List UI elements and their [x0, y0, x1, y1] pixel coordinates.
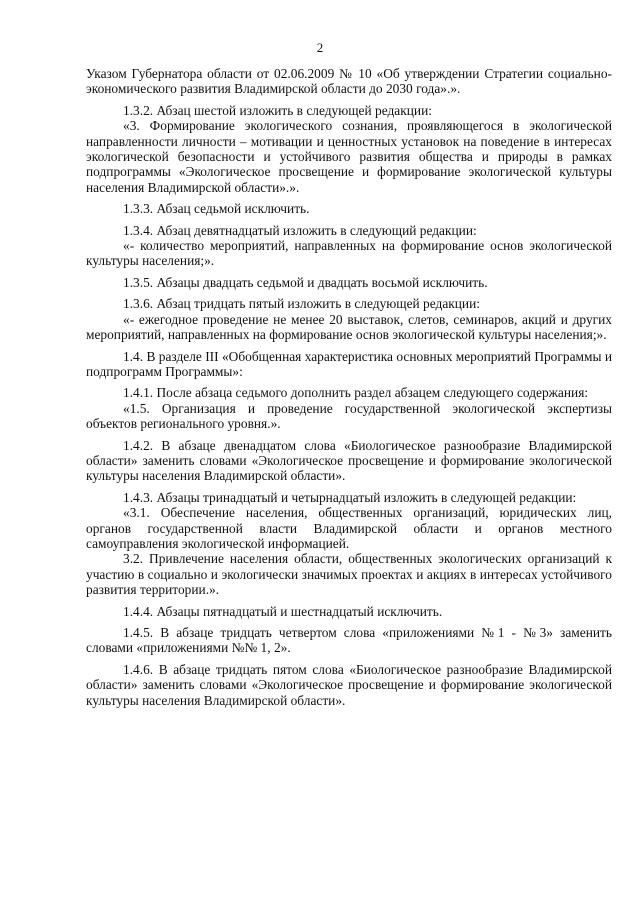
paragraph: «1.5. Организация и проведение государственной экологической экспертизы объектов регионального уровня.». [86, 400, 612, 432]
paragraph: 1.3.3. Абзац седьмой исключить. [123, 201, 310, 217]
paragraph: 1.4.3. Абзацы тринадцатый и четырнадцатый изложить в следующей редакции: [123, 489, 577, 505]
paragraph: «3. Формирование экологического сознания, проявляющегося в экологической направленности личности – мотивации и ценностных установок на поведение в интересах экологической безопасности и устойчивого развития общества и природы в рамках подпрограммы «Экологическое просвещение и формирование экологической культуры населения Владимирской области».». [86, 118, 612, 195]
paragraph: Указом Губернатора области от 02.06.2009 № 10 «Об утверждении Стратегии социально-экономического развития Владимирской области до 2030 года».». [86, 66, 612, 97]
paragraph: «- количество мероприятий, направленных на формирование основ экологической культуры населения;». [86, 238, 612, 269]
paragraph: 1.4.5. В абзаце тридцать четвертом слова «приложениями №1 - №3» заменить словами «приложениями №№ 1, 2». [86, 625, 612, 656]
paragraph: 3.2. Привлечение населения области, общественных экологических организаций к участию в социально и экологически значимых проектах и акциях в интересах устойчивого развития территории.». [86, 551, 612, 598]
paragraph: 1.3.2. Абзац шестой изложить в следующей редакции: [123, 102, 432, 118]
paragraph: 1.3.4. Абзац девятнадцатый изложить в следующий редакции: [123, 222, 477, 238]
page-number: 2 [316, 40, 324, 55]
paragraph: 1.4. В разделе III «Обобщенная характеристика основных мероприятий Программы и подпрограмм Программы»: [86, 348, 612, 379]
document-body [86, 66, 612, 714]
paragraph: «- ежегодное проведение не менее 20 выставок, слетов, семинаров, акций и других мероприятий, направленных на формирование основ экологической культуры населения;». [86, 311, 612, 343]
paragraph: 1.4.6. В абзаце тридцать пятом слова «Биологическое разнообразие Владимирской области» заменить словами «Экологическое просвещение и формирование экологической культуры населения Владимирской области». [86, 661, 612, 708]
paragraph: 1.4.4. Абзацы пятнадцатый и шестнадцатый исключить. [123, 603, 443, 619]
paragraph: 1.3.5. Абзацы двадцать седьмой и двадцать восьмой исключить. [123, 274, 488, 290]
paragraph: 1.4.2. В абзаце двенадцатом слова «Биологическое разнообразие Владимирской области» заменить словами «Экологическое просвещение и формирование экологической культуры населения Владимирской области». [86, 437, 612, 484]
paragraph: 1.3.6. Абзац тридцать пятый изложить в следующей редакции: [123, 296, 480, 312]
paragraph: 1.4.1. После абзаца седьмого дополнить раздел абзацем следующего содержания: [123, 385, 589, 401]
paragraph: «3.1. Обеспечение населения, общественных организаций, юридических лиц, органов государственной власти Владимирской области и органов местного самоуправления экологической информацией. [86, 505, 612, 551]
